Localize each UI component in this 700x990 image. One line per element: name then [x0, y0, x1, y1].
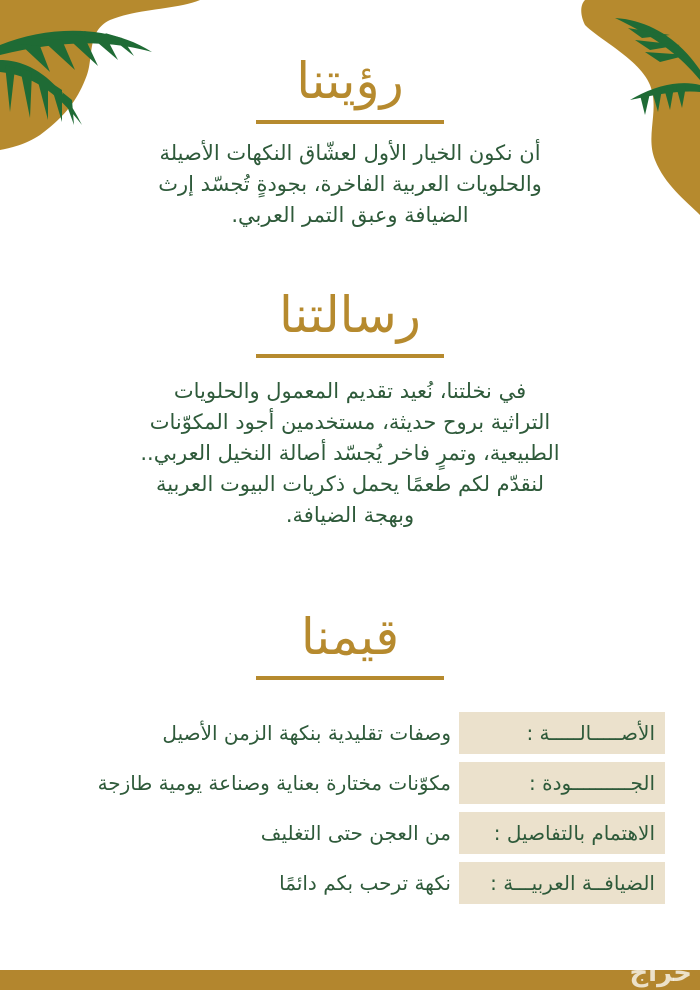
- mission-line: الطبيعية، وتمرٍ فاخر يُجسّد أصالة النخيل العربي..: [140, 441, 560, 465]
- mission-divider: [256, 354, 444, 358]
- vision-section: [0, 52, 700, 231]
- mission-section: [0, 286, 700, 531]
- vision-text: [115, 138, 585, 231]
- mission-line: وبهجة الضيافة.: [285, 503, 415, 527]
- value-description: نكهة ترحب بكم دائمًا: [279, 871, 451, 895]
- value-description: من العجن حتى التغليف: [260, 821, 451, 845]
- value-item-attention-to-detail: [261, 812, 665, 854]
- value-item-quality: [98, 762, 665, 804]
- vision-line: الضيافة وعبق التمر العربي.: [231, 203, 469, 227]
- value-item-authenticity: [162, 712, 665, 754]
- vision-line: أن نكون الخيار الأول لعشّاق النكهات الأصيلة: [159, 141, 541, 165]
- watermark-logo: حراج: [629, 958, 692, 988]
- vision-line: والحلويات العربية الفاخرة، بجودةٍ تُجسّد إرث: [158, 172, 542, 196]
- value-label: الاهتمام بالتفاصيل :: [459, 812, 665, 854]
- values-divider: [256, 676, 444, 680]
- value-item-arab-hospitality: [279, 862, 665, 904]
- mission-text: [110, 376, 590, 531]
- value-label: الجــــــــــودة :: [459, 762, 665, 804]
- vision-heading: رؤيتنا: [296, 52, 404, 110]
- values-section: [0, 608, 700, 680]
- footer-bar: [0, 970, 700, 990]
- mission-line: في نخلتنا، نُعيد تقديم المعمول والحلويات: [173, 379, 527, 403]
- values-heading: قيمنا: [300, 608, 400, 666]
- value-label: الأصـــــالـــــة :: [459, 712, 665, 754]
- mission-heading: رسالتنا: [279, 286, 421, 344]
- value-label: الضيافــة العربيـــة :: [459, 862, 665, 904]
- mission-line: لنقدّم لكم طعمًا يحمل ذكريات البيوت العربية: [155, 472, 545, 496]
- value-description: وصفات تقليدية بنكهة الزمن الأصيل: [162, 721, 451, 745]
- mission-line: التراثية بروح حديثة، مستخدمين أجود المكوّنات: [149, 410, 551, 434]
- vision-divider: [256, 120, 444, 124]
- value-description: مكوّنات مختارة بعناية وصناعة يومية طازجة: [97, 771, 451, 795]
